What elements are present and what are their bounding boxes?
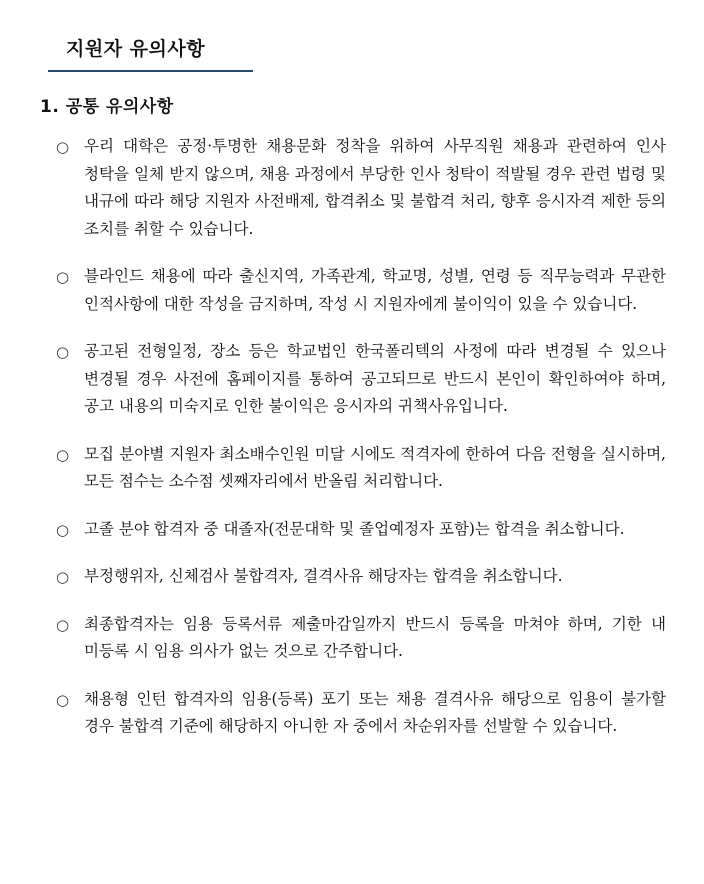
notice-list xyxy=(56,133,666,761)
notice-item-4 xyxy=(56,441,666,496)
circle-bullet-icon: ○ xyxy=(56,520,70,539)
circle-bullet-icon: ○ xyxy=(56,615,70,634)
circle-bullet-icon: ○ xyxy=(56,268,70,286)
notice-text: 모집 분야별 지원자 최소배수인원 미달 시에도 적격자에 한하여 다음 전형을 실시하며, 모든 점수는 소수점 셋째자리에서 반올림 처리합니다. xyxy=(84,444,666,490)
notice-text: 공고된 전형일정, 장소 등은 학교법인 한국폴리텍의 사정에 따라 변경될 수 있으나 변경될 경우 사전에 홈페이지를 통하여 공고되므로 반드시 본인이 확인하여야 하며, 공고 내용의 미숙지로 인한 불이익은 응시자의 귀책사유입니다. xyxy=(84,342,666,415)
notice-text: 부정행위자, 신체검사 불합격자, 결격사유 해당자는 합격을 취소합니다. xyxy=(84,567,563,585)
circle-bullet-icon: ○ xyxy=(56,445,70,464)
notice-item-5 xyxy=(56,516,666,544)
notice-text: 최종합격자는 임용 등록서류 제출마감일까지 반드시 등록을 마쳐야 하며, 기한 내 미등록 시 임용 의사가 없는 것으로 간주합니다. xyxy=(84,614,666,660)
notice-item-2 xyxy=(56,263,666,318)
circle-bullet-icon: ○ xyxy=(56,138,70,156)
notice-item-7 xyxy=(56,611,666,666)
notice-text: 블라인드 채용에 따라 출신지역, 가족관계, 학교명, 성별, 연령 등 직무능력과 무관한 인적사항에 대한 작성을 금지하며, 작성 시 지원자에게 불이익이 있을 수 있습니다. xyxy=(84,267,666,313)
circle-bullet-icon: ○ xyxy=(56,568,70,586)
notice-text: 채용형 인턴 합격자의 임용(등록) 포기 또는 채용 결격사유 해당으로 임용이 불가할 경우 불합격 기준에 해당하지 아니한 자 중에서 차순위자를 선발할 수 있습니다. xyxy=(84,689,666,735)
document-title: 지원자 유의사항 xyxy=(66,38,206,60)
section-heading: 1. 공통 유의사항 xyxy=(40,97,174,117)
notice-item-8 xyxy=(56,686,666,741)
document-title-bar xyxy=(48,26,253,72)
notice-text: 우리 대학은 공정·투명한 채용문화 정착을 위하여 사무직원 채용과 관련하여 인사 청탁을 일체 받지 않으며, 채용 과정에서 부당한 인사 청탁이 적발될 경우 관련 법령 및 내규에 따라 해당 지원자 사전배제, 합격취소 및 불합격 처리, 향후 응시자격 제한 등의 조치를 취할 수 있습니다. xyxy=(84,137,666,238)
notice-item-6 xyxy=(56,563,666,591)
circle-bullet-icon: ○ xyxy=(56,343,70,361)
circle-bullet-icon: ○ xyxy=(56,690,70,709)
notice-item-1 xyxy=(56,133,666,243)
notice-item-3 xyxy=(56,338,666,421)
notice-text: 고졸 분야 합격자 중 대졸자(전문대학 및 졸업예정자 포함)는 합격을 취소합니다. xyxy=(84,519,625,538)
